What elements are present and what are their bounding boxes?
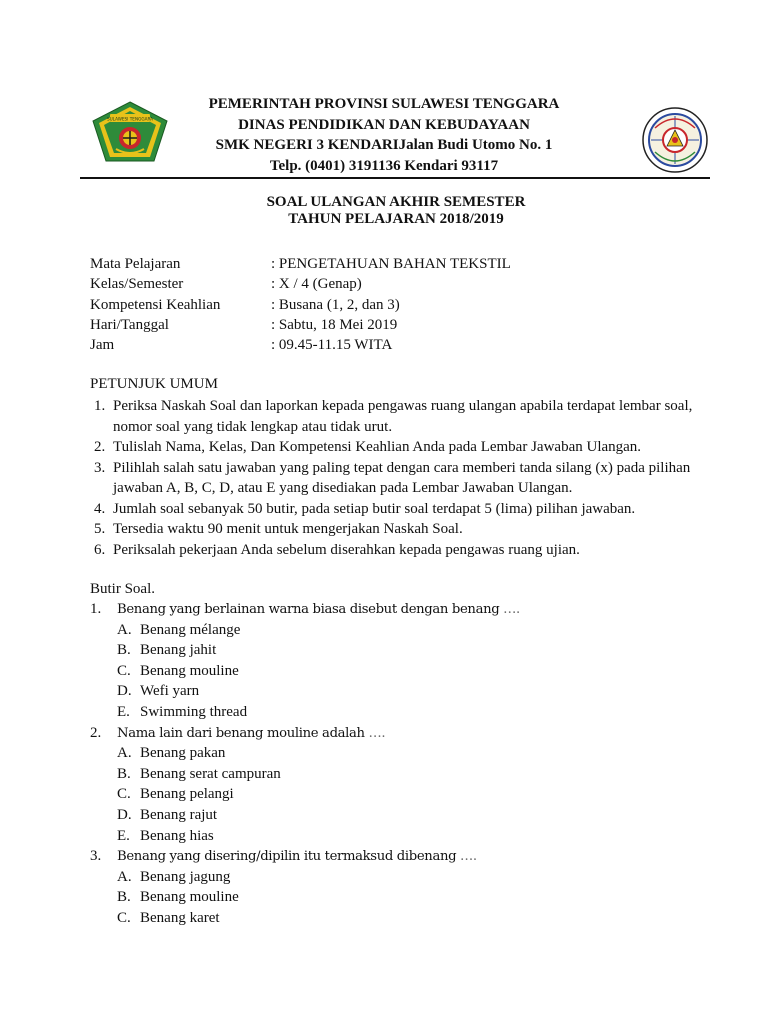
option-letter: D.	[117, 806, 132, 823]
question-dots: ….	[499, 602, 520, 617]
answer-option	[90, 642, 730, 663]
option-text: Benang pelangi	[140, 786, 234, 803]
question-number: 1.	[90, 601, 102, 617]
answer-option	[90, 622, 730, 643]
answer-option	[90, 828, 730, 849]
instruction-item	[90, 437, 730, 458]
school-emblem-icon	[641, 106, 709, 174]
instruction-text: Periksa Naskah Soal dan laporkan kepada pengawas ruang ulangan apabila terdapat lembar soal, nomor soal yang tidak lengkap atau tidak urut.	[113, 398, 693, 435]
instruction-number: 4.	[94, 500, 106, 517]
option-letter: B.	[117, 642, 131, 659]
info-label: Jam	[90, 337, 115, 354]
instruction-item	[90, 540, 730, 561]
question-text: Benang yang disering/dipilin itu termaksud dibenang	[117, 849, 457, 865]
option-letter: B.	[117, 889, 131, 906]
info-value: : X / 4 (Genap)	[271, 276, 362, 293]
info-value: : PENGETAHUAN BAHAN TEKSTIL	[271, 256, 511, 272]
instruction-item	[90, 396, 730, 437]
option-letter: E.	[117, 703, 130, 720]
answer-option	[90, 766, 730, 787]
answer-option	[90, 807, 730, 828]
option-text: Benang mélange	[140, 621, 241, 638]
letterhead-line-1: PEMERINTAH PROVINSI SULAWESI TENGGARA	[208, 96, 560, 112]
answer-option	[90, 786, 730, 807]
info-label: Kompetensi Keahlian	[90, 296, 221, 313]
info-label: Kelas/Semester	[90, 276, 184, 293]
option-text: Benang serat campuran	[140, 765, 281, 782]
letterhead-divider	[80, 177, 710, 179]
option-letter: B.	[117, 765, 131, 782]
option-text: Swimming thread	[140, 703, 248, 720]
option-letter: C.	[117, 786, 131, 803]
option-text: Benang karet	[140, 909, 220, 926]
option-letter: A.	[117, 868, 132, 885]
instruction-number: 2.	[94, 439, 106, 455]
answer-option	[90, 683, 730, 704]
exam-title-line-1: SOAL ULANGAN AKHIR SEMESTER	[266, 194, 526, 210]
question	[90, 601, 730, 622]
option-text: Benang mouline	[140, 889, 239, 906]
instruction-item	[90, 458, 730, 499]
info-value: : Sabtu, 18 Mei 2019	[271, 316, 398, 333]
question-dots: ….	[456, 849, 477, 865]
option-text: Benang pakan	[140, 745, 226, 762]
letterhead-line-2: DINAS PENDIDIKAN DAN KEBUDAYAAN	[238, 116, 530, 133]
option-letter: C.	[117, 662, 131, 679]
exam-title-line-2: TAHUN PELAJARAN 2018/2019	[288, 211, 504, 227]
option-letter: A.	[117, 621, 132, 638]
question-number: 2.	[90, 724, 102, 741]
answer-option	[90, 869, 730, 890]
option-text: Wefi yarn	[140, 683, 200, 700]
answer-option	[90, 745, 730, 766]
questions-heading: Butir Soal.	[90, 581, 156, 597]
instructions-heading: PETUNJUK UMUM	[90, 376, 218, 392]
crest-label: SULAWESI TENGGARA	[106, 116, 154, 122]
question	[90, 725, 730, 746]
question-text: Nama lain dari benang mouline adalah	[117, 725, 365, 741]
instruction-number: 6.	[94, 541, 106, 558]
exam-title	[0, 194, 768, 228]
instruction-item	[90, 519, 730, 540]
info-value: : 09.45-11.15 WITA	[271, 337, 393, 354]
option-letter: E.	[117, 827, 130, 844]
answer-option	[90, 704, 730, 725]
info-value: : Busana (1, 2, dan 3)	[271, 296, 400, 313]
question-number: 3.	[90, 848, 102, 865]
instruction-number: 3.	[94, 459, 106, 476]
questions-list	[90, 601, 730, 931]
question-text: Benang yang berlainan warna biasa disebut dengan benang	[117, 602, 500, 617]
option-text: Benang rajut	[140, 806, 218, 823]
instruction-text: Pilihlah salah satu jawaban yang paling tepat dengan cara memberi tanda silang (x) pada pilihan jawaban A, B, C, D, atau E yang disediakan pada Lembar Jawaban Ulangan.	[113, 459, 691, 496]
option-text: Benang jahit	[140, 642, 217, 659]
option-letter: D.	[117, 683, 132, 700]
info-label: Hari/Tanggal	[90, 316, 169, 333]
option-text: Benang mouline	[140, 662, 239, 679]
option-text: Benang jagung	[140, 868, 231, 885]
question-dots: ….	[364, 725, 386, 741]
answer-option	[90, 663, 730, 684]
letterhead-line-3: SMK NEGERI 3 KENDARIJalan Budi Utomo No. 1	[215, 137, 553, 153]
instruction-text: Tersedia waktu 90 menit untuk mengerjakan Naskah Soal.	[113, 521, 463, 537]
instruction-text: Jumlah soal sebanyak 50 butir, pada setiap butir soal terdapat 5 (lima) pilihan jawaban.	[113, 500, 636, 517]
instruction-number: 1.	[94, 398, 106, 414]
question	[90, 848, 730, 869]
instructions-list	[90, 396, 730, 560]
option-letter: C.	[117, 909, 131, 926]
option-letter: A.	[117, 745, 132, 762]
info-label: Mata Pelajaran	[90, 256, 181, 272]
instruction-number: 5.	[94, 521, 106, 537]
answer-option	[90, 910, 730, 931]
instruction-text: Tulislah Nama, Kelas, Dan Kompetensi Keahlian Anda pada Lembar Jawaban Ulangan.	[113, 439, 642, 455]
option-text: Benang hias	[140, 827, 214, 844]
instruction-text: Periksalah pekerjaan Anda sebelum diserahkan kepada pengawas ruang ujian.	[113, 541, 580, 558]
instruction-item	[90, 499, 730, 520]
letterhead-line-4: Telp. (0401) 3191136 Kendari 93117	[269, 157, 499, 174]
answer-option	[90, 889, 730, 910]
